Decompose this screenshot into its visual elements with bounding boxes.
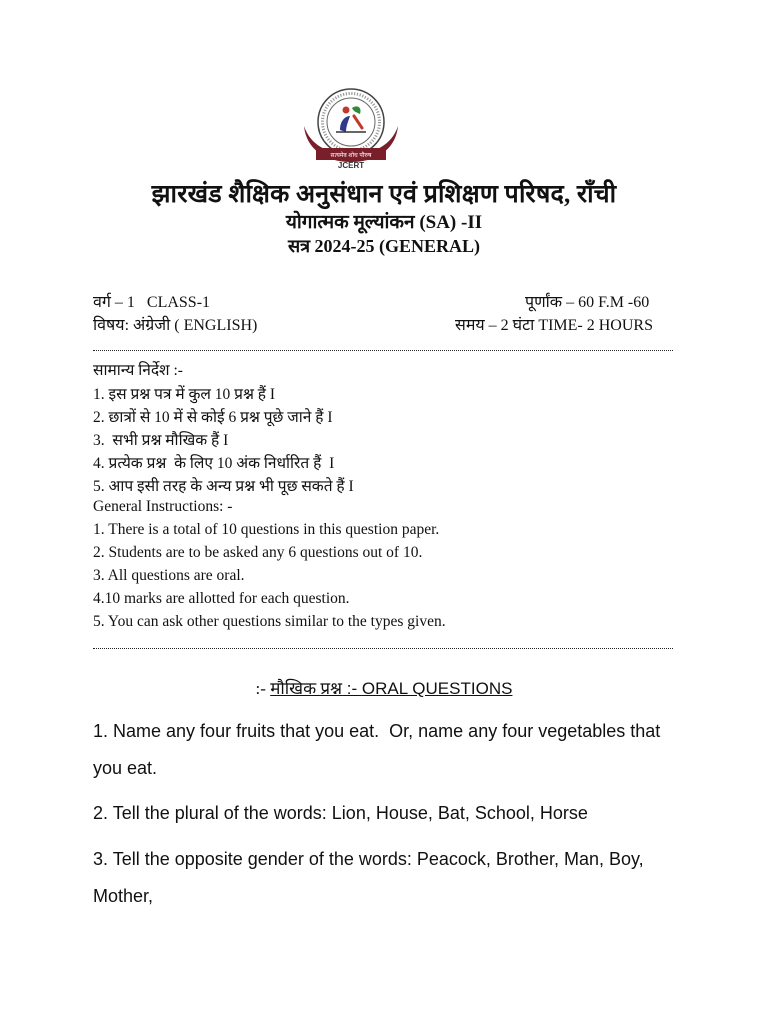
council-title: झारखंड शैक्षिक अनुसंधान एवं प्रशिक्षण परिषद, राँची [151,181,617,208]
jcert-seal-logo-icon [296,86,406,174]
english-instructions-heading: General Instructions: - [93,498,233,515]
session-title: सत्र 2024-25 (GENERAL) [287,236,481,256]
time-label: समय – 2 घंटा TIME- 2 HOURS [455,317,653,334]
question-item: 3. Tell the opposite gender of the words: Peacock, Brother, Man, Boy, Mother, [93,849,644,906]
oral-heading-hindi: मौखिक प्रश्न [270,679,343,698]
hindi-instruction-item: 2. छात्रों से 10 में से कोई 6 प्रश्न पूछे जाने हैं I [93,409,333,426]
dotted-divider [93,350,673,351]
subject-label: विषय: अंग्रेजी ( ENGLISH) [93,317,258,334]
dotted-divider [93,648,673,649]
hindi-instruction-item: 1. इस प्रश्न पत्र में कुल 10 प्रश्न हैं I [93,386,276,403]
english-instruction-item: 4.10 marks are allotted for each question. [93,590,350,607]
class-label: वर्ग – 1 CLASS-1 [93,294,211,311]
oral-questions-heading [0,676,768,699]
hindi-instruction-item: 3. सभी प्रश्न मौखिक हैं I [93,432,229,449]
oral-heading-separator: :- [342,679,362,698]
hindi-instruction-item: 5. आप इसी तरह के अन्य प्रश्न भी पूछ सकते हैं I [93,478,354,495]
question-item: 2. Tell the plural of the words: Lion, House, Bat, School, Horse [93,803,588,823]
hindi-instructions-heading: सामान्य निर्देश :- [93,362,183,379]
oral-heading-prefix: :- [255,679,271,698]
english-instruction-item: 5. You can ask other questions similar to the types given. [93,613,446,630]
svg-text:सत्यमेव शोध पौरुष: सत्यमेव शोध पौरुष [330,153,372,159]
english-instruction-item: 2. Students are to be asked any 6 questions out of 10. [93,544,423,561]
svg-text:JCERT: JCERT [337,161,365,170]
exam-title: योगात्मक मूल्यांकन (SA) -II [285,212,483,233]
question-item: 1. Name any four fruits that you eat. Or, name any four vegetables that you eat. [93,721,666,778]
hindi-instruction-item: 4. प्रत्येक प्रश्न के लिए 10 अंक निर्धारित हैं I [93,455,335,472]
english-instruction-item: 1. There is a total of 10 questions in this question paper. [93,521,440,538]
full-marks-label: पूर्णांक – 60 F.M -60 [525,294,650,311]
oral-heading-english: ORAL QUESTIONS [361,679,513,698]
english-instruction-item: 3. All questions are oral. [93,567,245,584]
